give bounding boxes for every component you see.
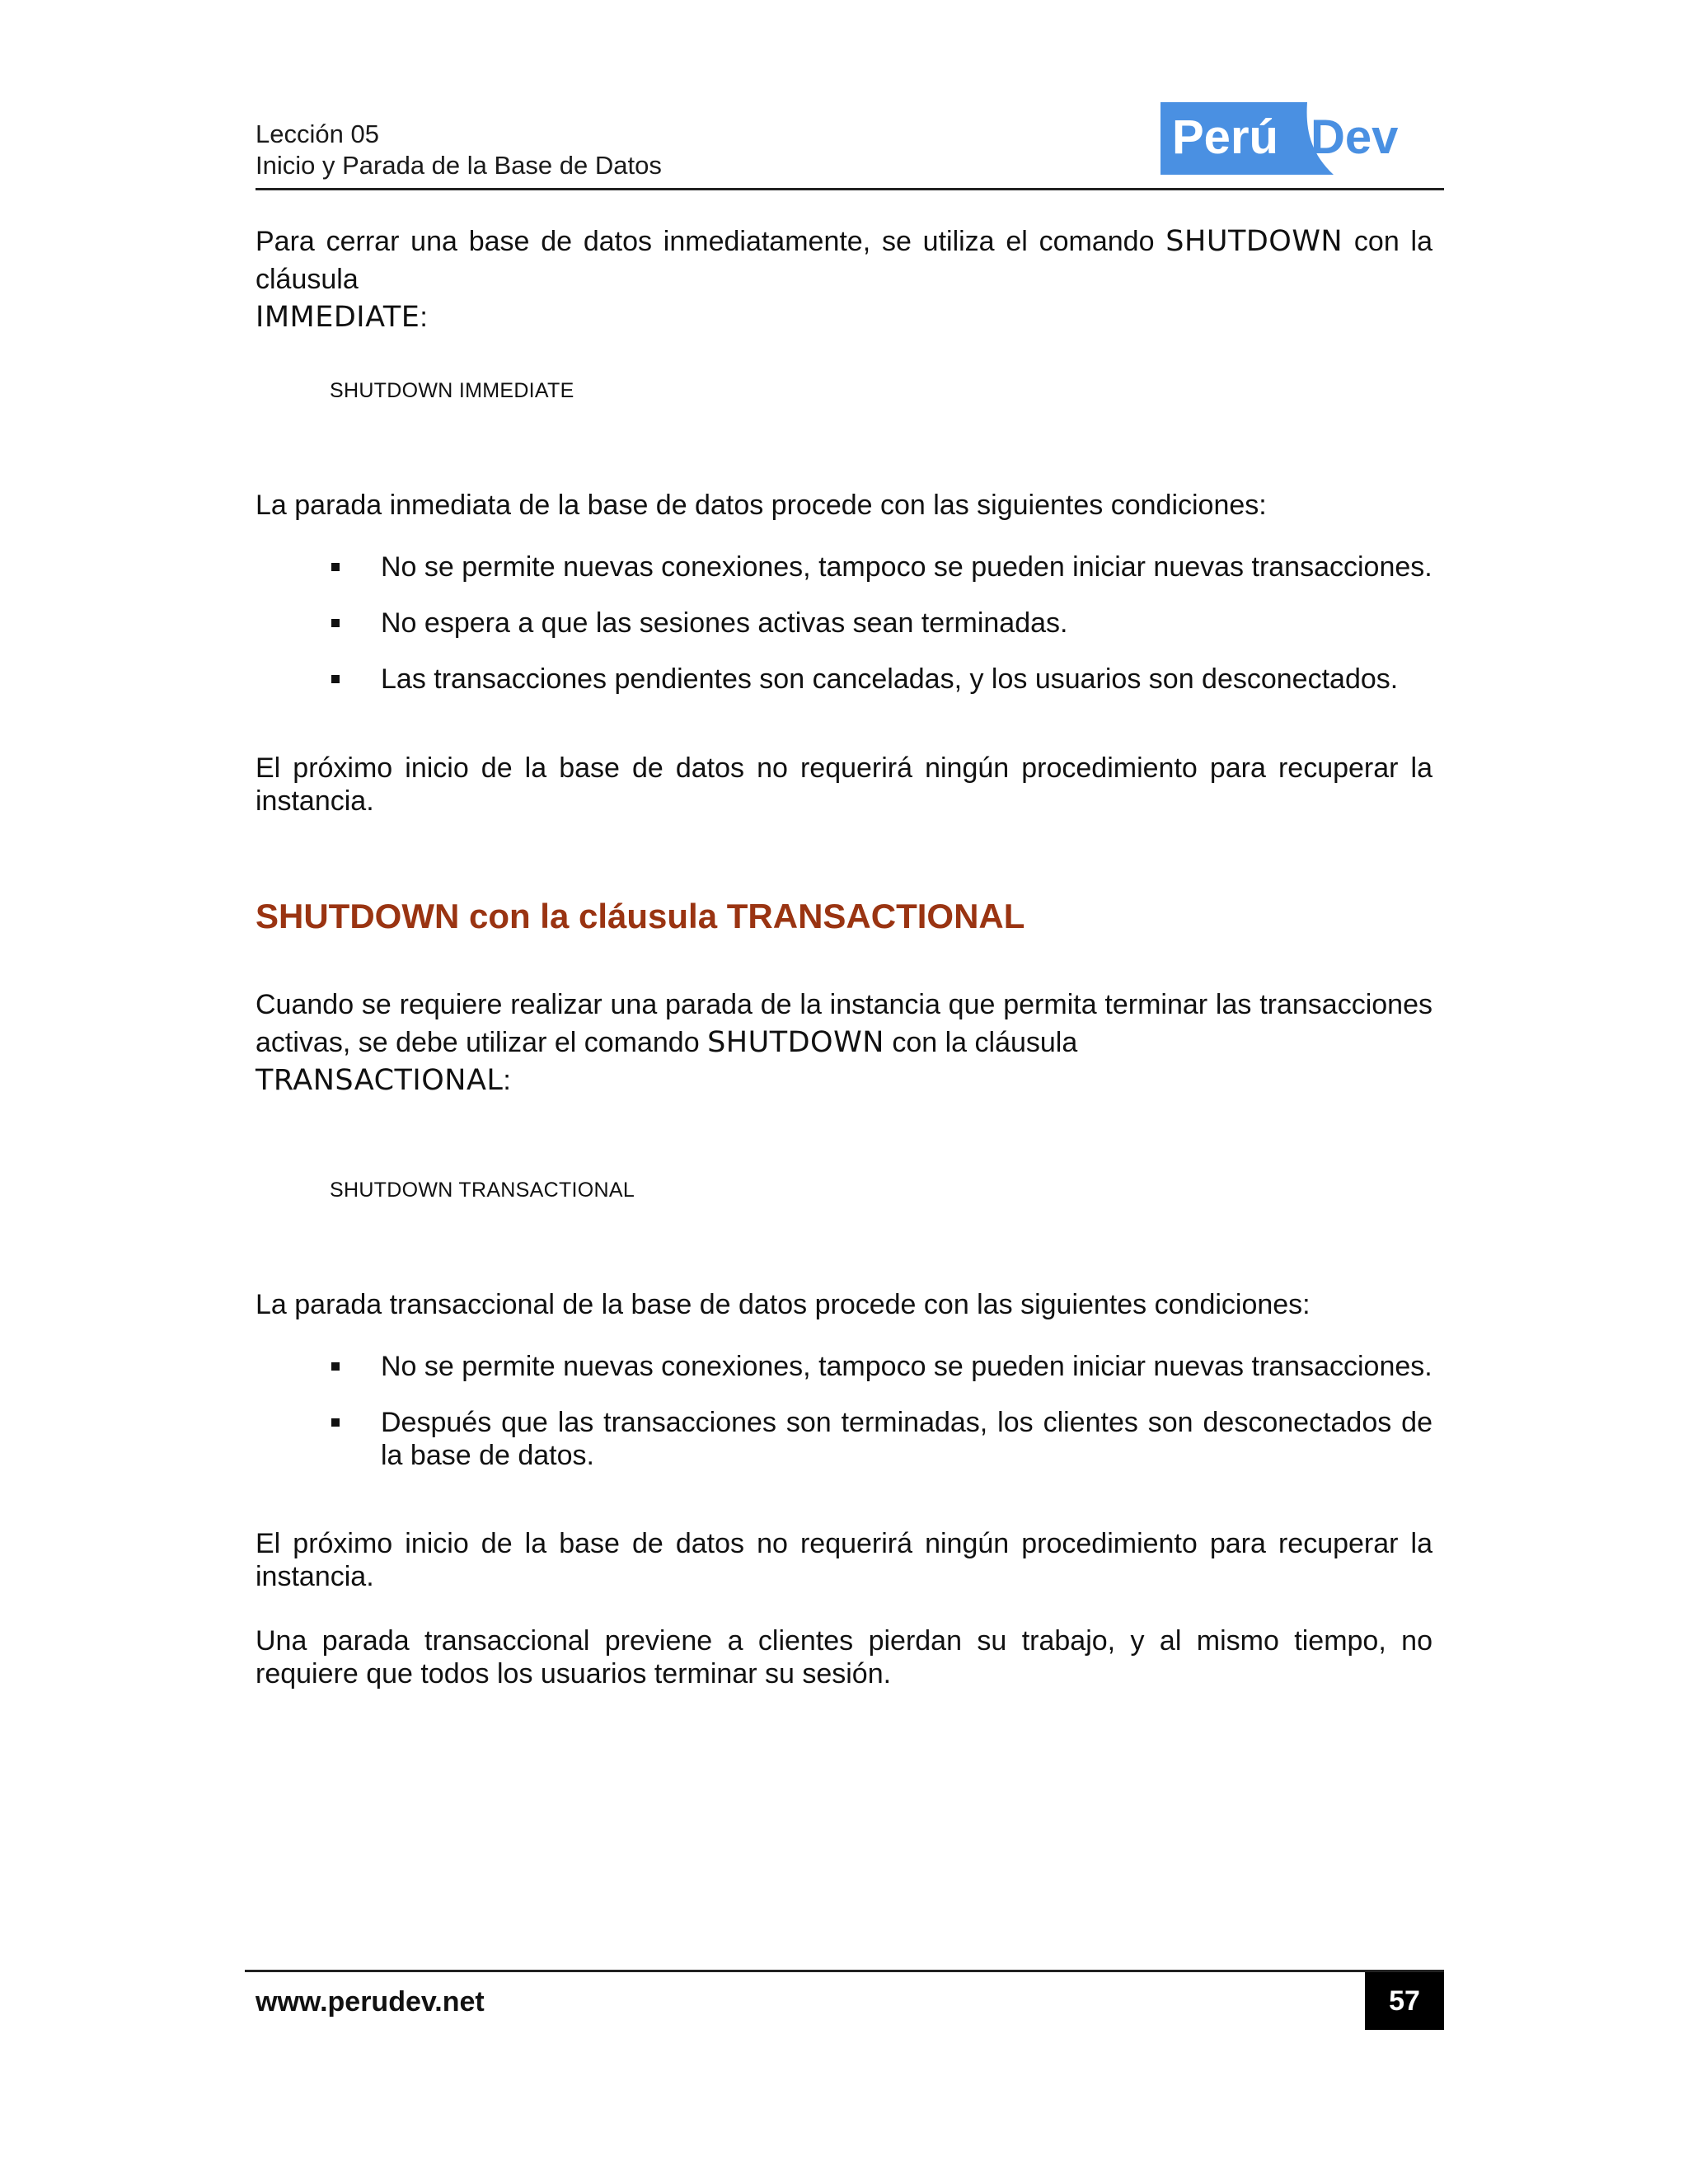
page-header	[256, 110, 1444, 191]
intro-command-shutdown: SHUTDOWN	[1165, 225, 1343, 258]
perudev-logo	[1160, 102, 1424, 178]
section-heading: SHUTDOWN con la cláusula TRANSACTIONAL	[256, 897, 1025, 935]
intro-paragraph	[256, 223, 1432, 336]
transactional-text-1: Cuando se requiere realizar una parada de la instancia que permita terminar las transacciones activas, se debe utilizar el comando	[256, 989, 1432, 1058]
transactional-closing: Una parada transaccional previene a clientes pierdan su trabajo, y al mismo tiempo, no requiere que todos los usuarios terminar su sesión.	[256, 1625, 1432, 1690]
intro-text-1: Para cerrar una base de datos inmediatamente, se utiliza el comando	[256, 226, 1166, 257]
logo-text-dev: Dev	[1311, 110, 1399, 164]
transactional-text-3: :	[503, 1065, 511, 1096]
list-item: No se permite nuevas conexiones, tampoco se pueden iniciar nuevas transacciones.	[256, 1350, 1432, 1383]
footer-website-link[interactable]: www.perudev.net	[256, 1986, 485, 2018]
intro-text-2: con la cláusula	[256, 226, 1432, 295]
bullet-square-icon	[331, 563, 340, 571]
lesson-subtitle: Inicio y Parada de la Base de Datos	[256, 151, 662, 180]
code-shutdown-immediate: SHUTDOWN IMMEDIATE	[330, 379, 574, 402]
bullet-square-icon	[331, 619, 340, 627]
transactional-command-transactional: TRANSACTIONAL	[256, 1064, 504, 1097]
transactional-conditions-list	[256, 1350, 1432, 1495]
bullet-square-icon	[331, 1362, 340, 1371]
transactional-text-2: con la cláusula	[884, 1027, 1078, 1058]
code-shutdown-transactional: SHUTDOWN TRANSACTIONAL	[330, 1179, 635, 1202]
list-item: Las transacciones pendientes son canceladas, y los usuarios son desconectados.	[256, 663, 1432, 696]
intro-command-immediate: IMMEDIATE	[256, 301, 420, 334]
lesson-label: Lección 05	[256, 120, 379, 148]
immediate-conditions-intro: La parada inmediata de la base de datos procede con las siguientes condiciones:	[256, 490, 1267, 521]
bullet-square-icon	[331, 675, 340, 683]
immediate-conditions-list	[256, 551, 1432, 719]
header-divider	[256, 188, 1444, 190]
transactional-command-shutdown: SHUTDOWN	[707, 1026, 884, 1059]
immediate-note: El próximo inicio de la base de datos no requerirá ningún procedimiento para recuperar la instancia.	[256, 752, 1432, 817]
bullet-square-icon	[331, 1418, 340, 1427]
transactional-note: El próximo inicio de la base de datos no requerirá ningún procedimiento para recuperar la instancia.	[256, 1528, 1432, 1592]
transactional-intro-paragraph	[256, 986, 1432, 1099]
logo-text-peru: Perú	[1172, 110, 1278, 164]
page-number: 57	[1365, 1972, 1444, 2030]
list-item: Después que las transacciones son terminadas, los clientes son desconectados de la base de datos.	[256, 1406, 1432, 1472]
transactional-conditions-intro: La parada transaccional de la base de datos procede con las siguientes condiciones:	[256, 1289, 1311, 1320]
intro-text-3: :	[420, 302, 428, 333]
footer-divider	[245, 1970, 1444, 1972]
list-item: No se permite nuevas conexiones, tampoco se pueden iniciar nuevas transacciones.	[256, 551, 1432, 583]
list-item: No espera a que las sesiones activas sean terminadas.	[256, 607, 1432, 640]
